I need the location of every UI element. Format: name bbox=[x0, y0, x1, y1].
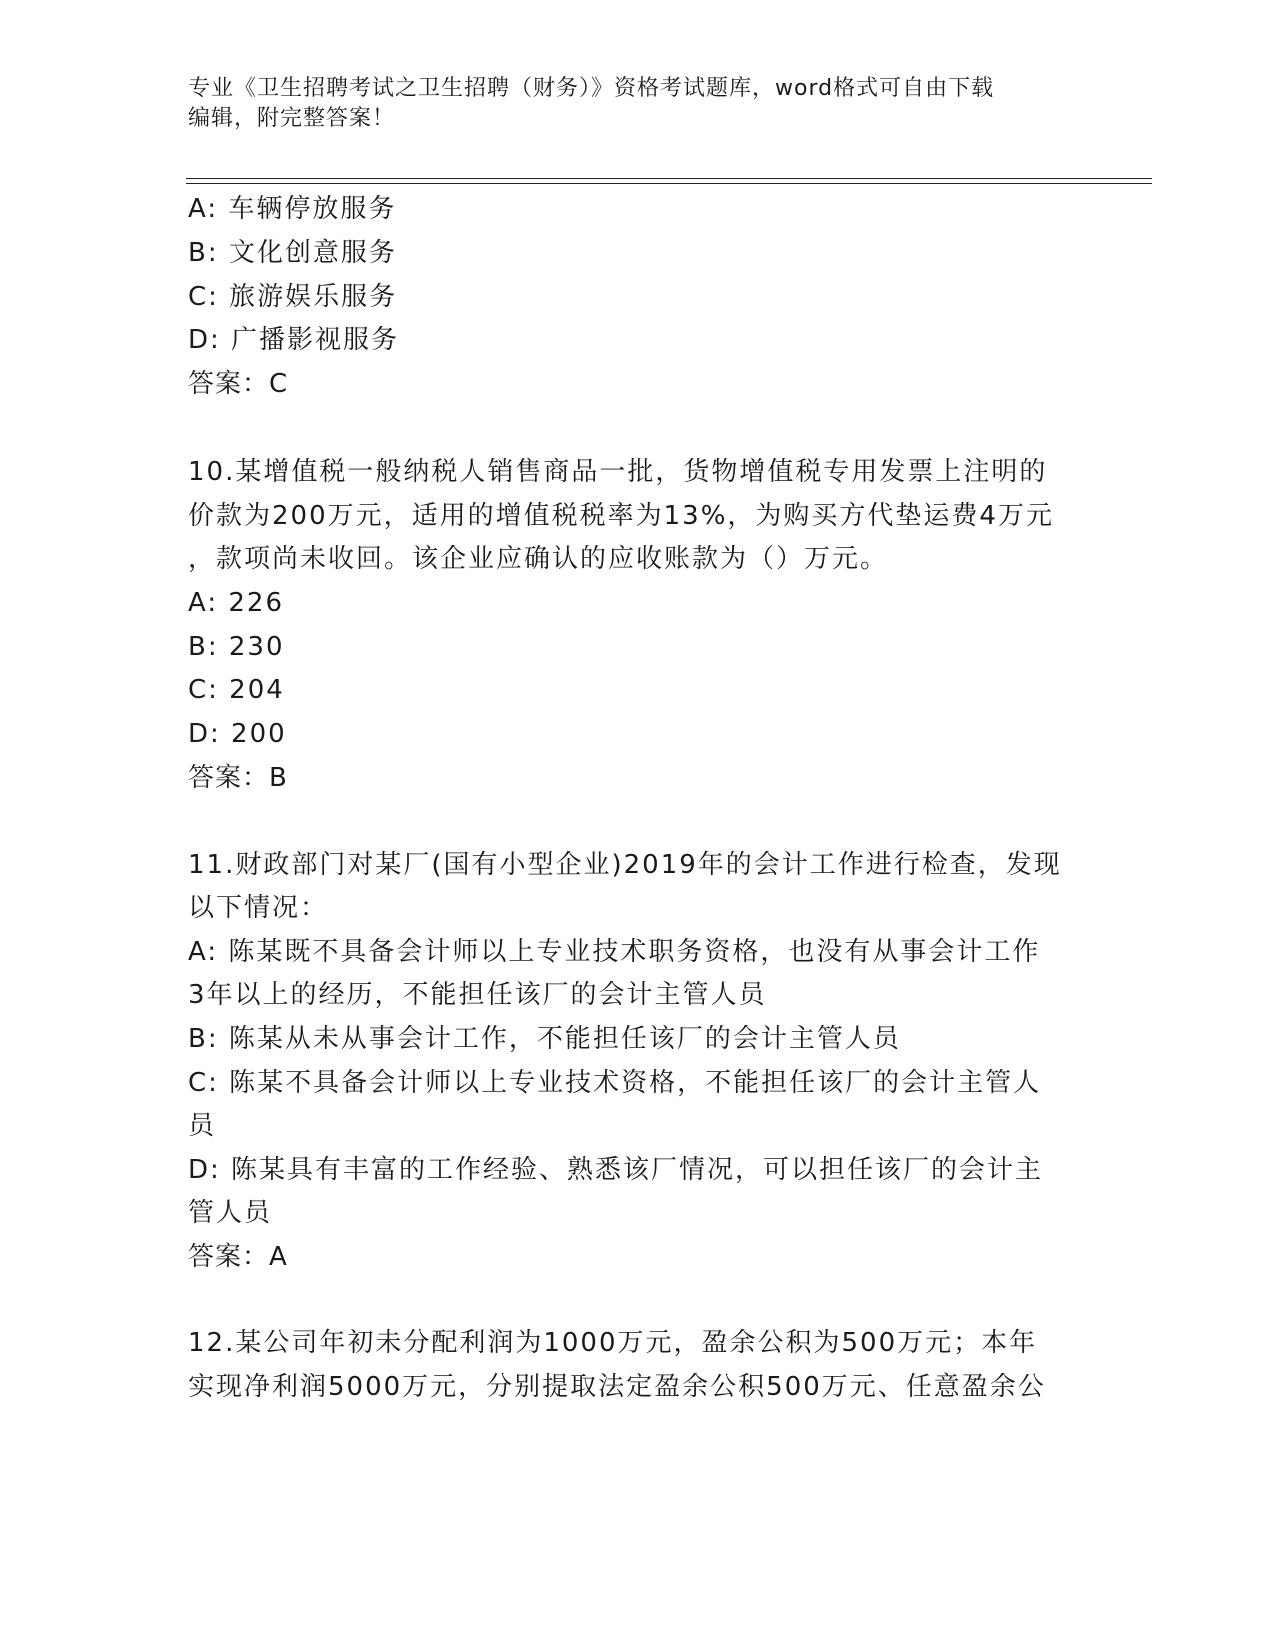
q11-option-a-line-2: 3年以上的经历，不能担任该厂的会计主管人员 bbox=[188, 980, 767, 1010]
q9-answer: 答案：C bbox=[188, 369, 289, 399]
header-line-2: 编辑，附完整答案！ bbox=[188, 106, 396, 131]
q11-stem-line-1: 11.财政部门对某厂(国有小型企业)2019年的会计工作进行检查，发现 bbox=[188, 850, 1062, 880]
q11-option-d-line-1: D: 陈某具有丰富的工作经验、熟悉该厂情况，可以担任该厂的会计主 bbox=[188, 1155, 1044, 1185]
q11-option-a-line-1: A: 陈某既不具备会计师以上专业技术职务资格，也没有从事会计工作 bbox=[188, 937, 1041, 967]
q12-stem-line-1: 12.某公司年初未分配利润为1000万元，盈余公积为500万元；本年 bbox=[188, 1328, 1038, 1358]
q11-option-d-line-2: 管人员 bbox=[188, 1198, 273, 1228]
q11-option-c-line-1: C: 陈某不具备会计师以上专业技术资格，不能担任该厂的会计主管人 bbox=[188, 1068, 1042, 1098]
document-header bbox=[188, 74, 1068, 134]
header-rule-bottom bbox=[186, 183, 1152, 184]
q9-option-b: B: 文化创意服务 bbox=[188, 238, 397, 268]
q9-option-c: C: 旅游娱乐服务 bbox=[188, 282, 398, 312]
q10-stem-line-2: 价款为200万元，适用的增值税税率为13%，为购买方代垫运费4万元 bbox=[188, 501, 1054, 531]
q10-option-a: A: 226 bbox=[188, 588, 284, 618]
q11-option-c-line-2: 员 bbox=[188, 1111, 217, 1141]
q10-stem-line-1: 10.某增值税一般纳税人销售商品一批，货物增值税专用发票上注明的 bbox=[188, 457, 1048, 487]
header-line-1: 专业《卫生招聘考试之卫生招聘（财务）》资格考试题库，word格式可自由下载 bbox=[188, 76, 995, 101]
q10-option-d: D: 200 bbox=[188, 719, 287, 749]
q9-option-a: A: 车辆停放服务 bbox=[188, 194, 397, 224]
q11-stem-line-2: 以下情况： bbox=[188, 893, 329, 923]
q10-answer: 答案：B bbox=[188, 763, 288, 793]
q9-option-d: D: 广播影视服务 bbox=[188, 325, 400, 355]
header-rule-top bbox=[186, 178, 1152, 179]
q11-answer: 答案：A bbox=[188, 1242, 288, 1272]
q12-stem-line-2: 实现净利润5000万元，分别提取法定盈余公积500万元、任意盈余公 bbox=[188, 1372, 1046, 1402]
q11-option-b: B: 陈某从未从事会计工作，不能担任该厂的会计主管人员 bbox=[188, 1024, 901, 1054]
q10-stem-line-3: ，款项尚未收回。该企业应确认的应收账款为（）万元。 bbox=[188, 544, 889, 574]
q10-option-b: B: 230 bbox=[188, 632, 285, 662]
q10-option-c: C: 204 bbox=[188, 675, 285, 705]
